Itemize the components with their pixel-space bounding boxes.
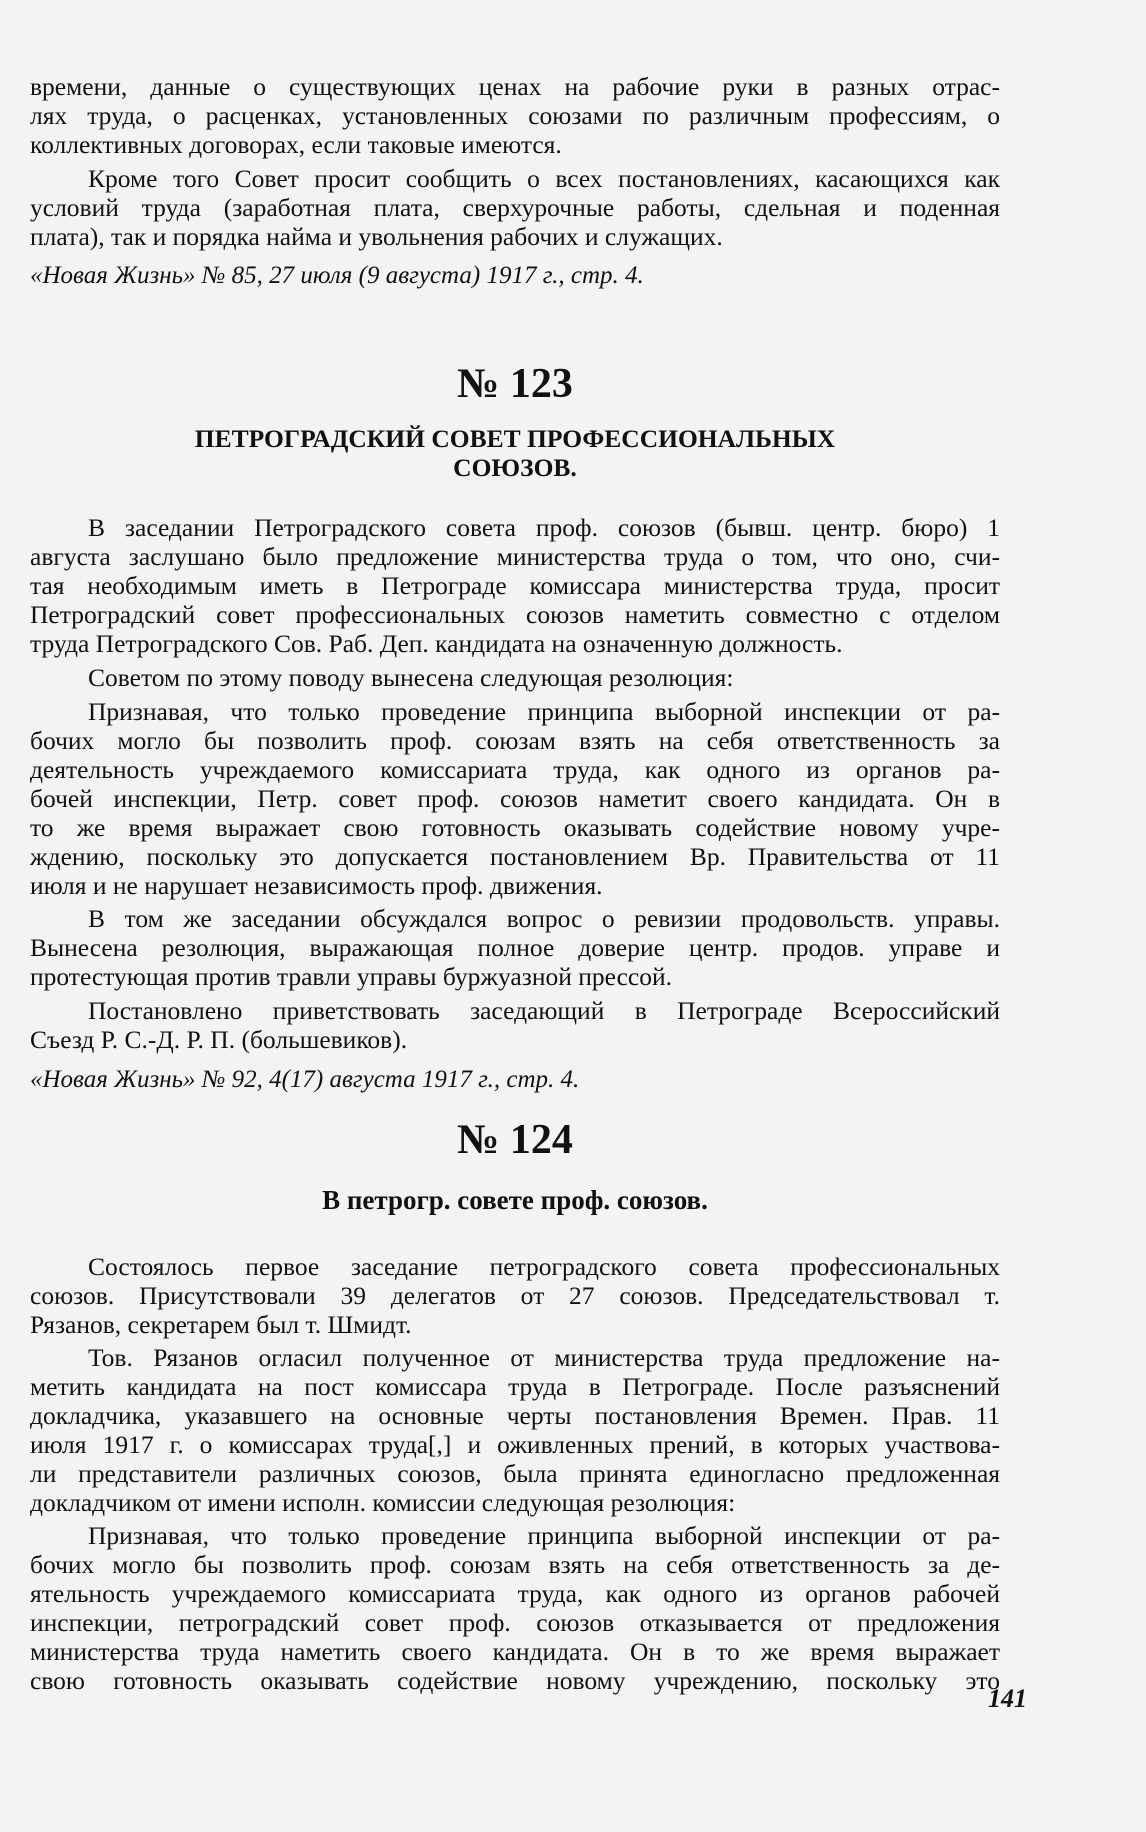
page-number: 141	[988, 1684, 1027, 1713]
text-line: июля и не нарушает независимость проф. движения.	[30, 871, 603, 900]
text-line: труда Петроградского Сов. Раб. Деп. кандидата на означенную должность.	[30, 629, 843, 658]
text-line: Рязанов, секретарем был т. Шмидт.	[30, 1310, 412, 1339]
text-line: метить кандидата на пост комиссара труда в Петрограде. После разъяснений	[30, 1372, 1000, 1401]
document-title: В петрогр. совете проф. союзов.	[322, 1185, 708, 1215]
text-line: коллективных договорах, если таковые имеются.	[30, 130, 562, 159]
text-line: ли представители различных союзов, была принята единогласно предложенная	[30, 1459, 1000, 1488]
text-line: ятельность учреждаемого комиссариата труда, как одного из органов рабочей	[30, 1579, 1000, 1608]
document-page	[30, 0, 1120, 1832]
source-citation: «Новая Жизнь» № 92, 4(17) августа 1917 г., стр. 4.	[30, 1066, 580, 1093]
text-line: июля 1917 г. о комиссарах труда[,] и оживленных прений, в которых участвова-	[30, 1430, 1000, 1459]
text-line: свою готовность оказывать содействие новому учреждению, поскольку это	[30, 1666, 1000, 1695]
text-line: союзов. Присутствовали 39 делегатов от 27 союзов. Председательствовал т.	[30, 1281, 1000, 1310]
text-line: Постановлено приветствовать заседающий в Петрограде Всероссийский	[88, 996, 1000, 1025]
text-line: то же время выражает свою готовность оказывать содействие новому учре-	[30, 813, 1000, 842]
text-line: бочих могло бы позволить проф. союзам взять на себя ответственность за де-	[30, 1550, 1000, 1579]
text-line: ждению, поскольку это допускается постановлением Вр. Правительства от 11	[30, 842, 1000, 871]
text-line: деятельность учреждаемого комиссариата труда, как одного из органов ра-	[30, 755, 1000, 784]
text-line: Вынесена резолюция, выражающая полное доверие центр. продов. управе и	[30, 933, 1000, 962]
text-line: августа заслушано было предложение министерства труда о том, что оно, счи-	[30, 542, 1000, 571]
text-line: Съезд Р. С.-Д. Р. П. (большевиков).	[30, 1025, 408, 1054]
text-line: докладчика, указавшего на основные черты постановления Времен. Прав. 11	[30, 1401, 1000, 1430]
text-line: лях труда, о расценках, установленных союзами по различным профессиям, о	[30, 101, 1000, 130]
text-line: Признавая, что только проведение принципа выборной инспекции от ра-	[88, 697, 1000, 726]
text-line: В том же заседании обсуждался вопрос о ревизии продовольств. управы.	[88, 904, 1000, 933]
document-number: № 124	[457, 1117, 573, 1163]
text-line: времени, данные о существующих ценах на рабочие руки в разных отрас-	[30, 72, 1000, 101]
text-line: докладчиком от имени исполн. комиссии следующая резолюция:	[30, 1488, 736, 1517]
text-line: Тов. Рязанов огласил полученное от министерства труда предложение на-	[88, 1343, 1000, 1372]
text-line: тая необходимым иметь в Петрограде комиссара министерства труда, просит	[30, 571, 1000, 600]
text-line: Петроградский совет профессиональных союзов наметить совместно с отделом	[30, 600, 1000, 629]
text-line: бочей инспекции, Петр. совет проф. союзов наметит своего кандидата. Он в	[30, 784, 1000, 813]
text-line: Признавая, что только проведение принципа выборной инспекции от ра-	[88, 1521, 1000, 1550]
text-line: Кроме того Совет просит сообщить о всех постановлениях, касающихся как	[88, 164, 1000, 193]
text-line: инспекции, петроградский совет проф. союзов отказывается от предложения	[30, 1608, 1000, 1637]
document-title: ПЕТРОГРАДСКИЙ СОВЕТ ПРОФЕССИОНАЛЬНЫХ	[194, 424, 836, 453]
text-line: Состоялось первое заседание петроградского совета профессиональных	[88, 1252, 1000, 1281]
document-title: СОЮЗОВ.	[453, 453, 577, 482]
source-citation: «Новая Жизнь» № 85, 27 июля (9 августа) 1917 г., стр. 4.	[30, 262, 644, 289]
text-line: Советом по этому поводу вынесена следующая резолюция:	[88, 663, 734, 692]
text-line: протестующая против травли управы буржуазной прессой.	[30, 962, 672, 991]
text-line: В заседании Петроградского совета проф. союзов (бывш. центр. бюро) 1	[88, 513, 1000, 542]
text-line: плата), так и порядка найма и увольнения рабочих и служащих.	[30, 222, 723, 251]
text-line: министерства труда наметить своего кандидата. Он в то же время выражает	[30, 1637, 1000, 1666]
document-number: № 123	[457, 361, 573, 407]
text-line: условий труда (заработная плата, сверхурочные работы, сдельная и поденная	[30, 193, 1000, 222]
text-line: бочих могло бы позволить проф. союзам взять на себя ответственность за	[30, 726, 1000, 755]
